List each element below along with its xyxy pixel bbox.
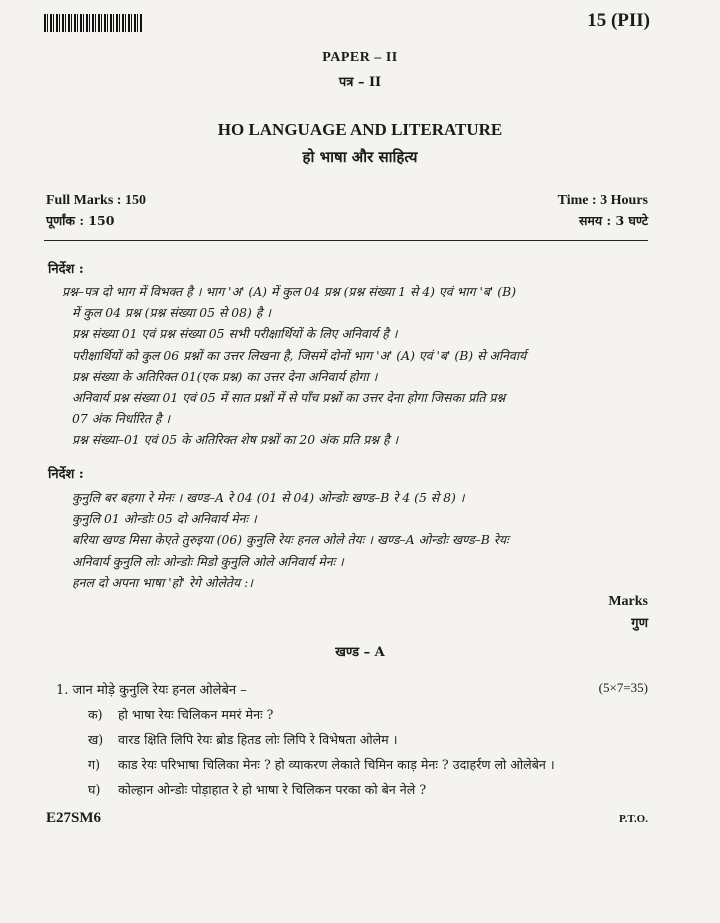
divider-rule — [44, 240, 648, 241]
marks-label: Marks — [608, 594, 648, 609]
question-marks: (5×7=35) — [598, 680, 648, 695]
instruction-line: परीक्षार्थियों को कुल 06 प्रश्नों का उत्तर लिखना है, जिसमें दोनों भाग 'अ' (A) एवं 'ब' (B) से अनिवार्य — [72, 347, 527, 363]
subquestion-label: क) — [88, 707, 103, 722]
instruction-line: में कुल 04 प्रश्न (प्रश्न संख्या 05 से 08) है । — [72, 305, 271, 321]
subquestion-text: काड रेयः परिभाषा चिलिका मेनः ? हो व्याकरण लेकाते चिमिन काड़ मेनः ? उदाहर्रण लो ओलेबेन । — [118, 757, 555, 772]
instructions-hindi — [62, 281, 637, 451]
instructions-ho — [62, 487, 637, 593]
page-title: HO LANGUAGE AND LITERATURE — [217, 120, 503, 139]
instructions-heading-ho: निर्देश : — [48, 467, 84, 482]
subquestion — [88, 731, 648, 748]
paper-code: 15 (PII) — [587, 10, 650, 31]
barcode — [44, 14, 142, 32]
section-heading: खण्ड – A — [335, 645, 385, 660]
marks-label-hindi: गुण — [631, 616, 648, 631]
subquestion — [88, 756, 648, 773]
instruction-line: प्रश्न संख्या के अतिरिक्त 01(एक प्रश्न) का उत्तर देना अनिवार्य होगा । — [72, 368, 378, 384]
instruction-line: अनिवार्य प्रश्न संख्या 01 एवं 05 में सात प्रश्नों में से पाँच प्रश्नों का उत्तर देना होगा जिसका प्रति प्रश्न — [72, 390, 506, 406]
instruction-line: कुनुलि 01 ओन्डोः 05 दो अनिवार्य मेनः । — [72, 511, 257, 527]
question-number: 1. — [56, 683, 69, 698]
instruction-line: बरिया खण्ड मिसा केएते तुरुइया (06) कुनुलि रेयः हनल ओले तेयः । खण्ड–A ओन्डोः खण्ड–B रेयः — [72, 532, 509, 548]
paper-number: PAPER – II — [322, 50, 398, 65]
question-text: जान मोड़े कुनुलि रेयः हनल ओलेबेन – — [72, 683, 247, 698]
time-limit-hindi: समय : 3 घण्टे — [578, 213, 648, 228]
subquestion-label: घ) — [88, 782, 101, 797]
question-1 — [56, 680, 247, 698]
time-limit: Time : 3 Hours — [557, 193, 648, 208]
subquestion-text: हो भाषा रेयः चिलिकन ममरं मेनः ? — [118, 707, 274, 722]
instruction-line: अनिवार्य कुनुलि लोः ओन्डोः मिडो कुनुलि ओले अनिवार्य मेनः । — [72, 553, 344, 569]
full-marks: Full Marks : 150 — [46, 193, 146, 208]
pto-label: P.T.O. — [618, 813, 648, 825]
page-subtitle: हो भाषा और साहित्य — [302, 148, 418, 166]
instruction-line: प्रश्न–पत्र दो भाग में विभक्त है । भाग 'अ' (A) में कुल 04 प्रश्न (प्रश्न संख्या 1 से 4) एवं भाग 'ब' (B) — [62, 284, 517, 299]
instruction-line: प्रश्न संख्या 01 एवं प्रश्न संख्या 05 सभी परीक्षार्थियों के लिए अनिवार्य है । — [72, 326, 398, 342]
subquestion-text: वारड क्षिति लिपि रेयः ब्रोड हितड लोः लिपि रे विभेषता ओलेम । — [118, 732, 398, 747]
booklet-code: E27SM6 — [46, 810, 102, 826]
subquestion — [88, 781, 648, 798]
paper-number-hindi: पत्र – II — [338, 75, 382, 90]
instruction-line: प्रश्न संख्या–01 एवं 05 के अतिरिक्त शेष प्रश्नों का 20 अंक प्रति प्रश्न है । — [72, 432, 399, 448]
full-marks-hindi: पूर्णांक : 150 — [46, 213, 115, 228]
instruction-line: कुनुलि बर बहगा रे मेनः । खण्ड–A रे 04 (01 से 04) ओन्डोः खण्ड–B रे 4 (5 से 8) । — [72, 490, 465, 505]
subquestion — [88, 706, 648, 723]
instruction-line: हनल दो अपना भाषा 'हो' रेगे ओलेतेय :। — [72, 574, 253, 590]
instruction-line: 07 अंक निर्धारित है । — [72, 411, 171, 427]
subquestion-text: कोल्हान ओन्डोः पोड़ाहात रे हो भाषा रे चिलिकन परका को बेन नेले ? — [118, 782, 427, 797]
instructions-heading-hindi: निर्देश : — [48, 262, 84, 277]
subquestion-label: ग) — [88, 757, 101, 772]
subquestion-label: ख) — [88, 732, 104, 747]
